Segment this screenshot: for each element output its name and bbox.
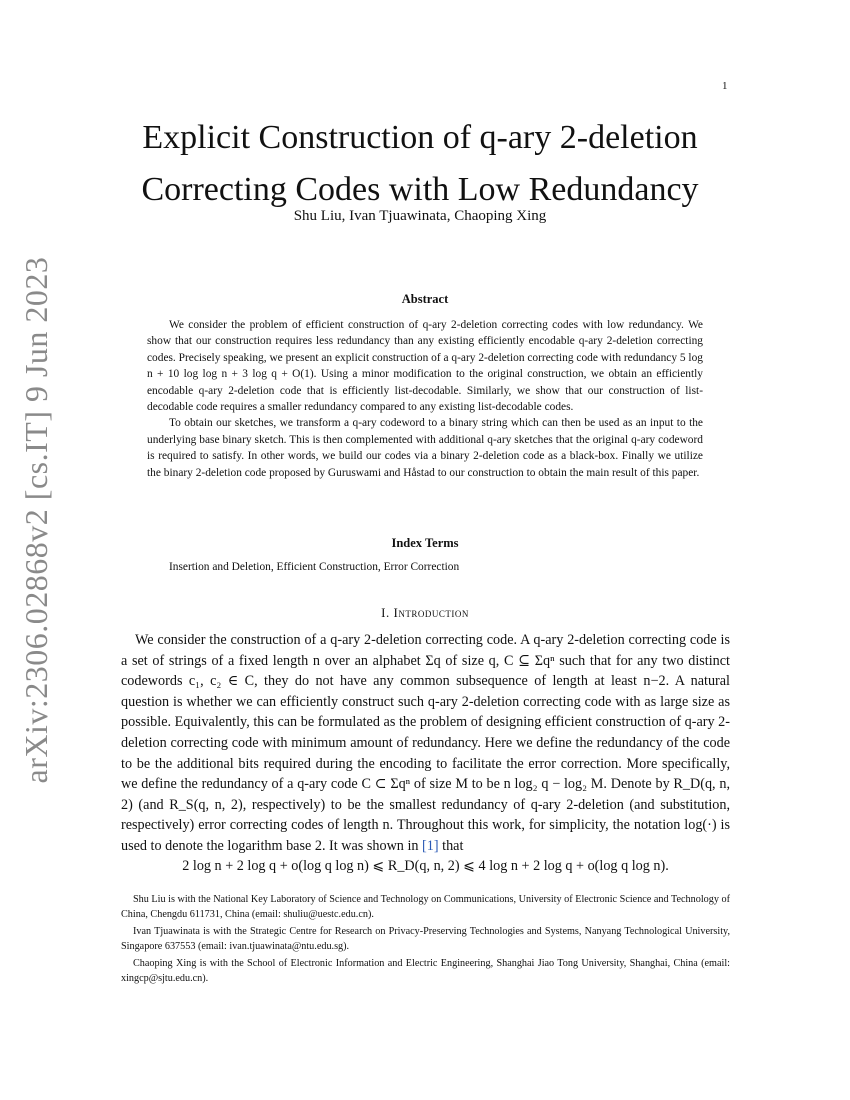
arxiv-stamp: arXiv:2306.02868v2 [cs.IT] 9 Jun 2023 [18, 256, 54, 784]
abstract-paragraph-2: To obtain our sketches, we transform a q-ary codeword to a binary string which can then be used as an input to the underlying base binary sketch. This is then complemented with additional q-ary sketches that the original q-ary codeword is required to satisfy. In other words, we build our codes via a binary 2-deletion code as a black-box. Finally we utilize the binary 2-deletion code proposed by Guruswami and Håstad to our construction to obtain the main result of this paper. [147, 417, 703, 479]
display-equation: 2 log n + 2 log q + o(log q log n) ⩽ R_D(q, n, 2) ⩽ 4 log n + 2 log q + o(log q log n). [182, 858, 669, 874]
introduction-paragraph [121, 630, 730, 857]
introduction-text: We consider the construction of a q-ary 2-deletion correcting code. A q-ary 2-deletion correcting code is a set of strings of a fixed length n over an alphabet Σq of size q, C ⊆ Σqⁿ such that for any two distinct codewords c₁, c₂ ∈ C, they do not have any common subsequence of length at least n−2. A natural question is whether we can efficiently construct such q-ary 2-deletion correcting code with as large size as possible. Equivalently, this can be formulated as the problem of designing efficient construction of q-ary 2-deletion correcting code with minimum amount of redundancy. Here we define the redundancy of the code to be the additional bits required during the encoding to facilitate the error correction. More specifically, we define the redundancy of a q-ary code C ⊂ Σqⁿ of size M to be n log₂ q − log₂ M. Denote by R_D(q, n, 2) (and R_S(q, n, 2), respectively) to be the smallest redundancy of q-ary 2-deletion (and substitution, respectively) error correcting codes of length n. Throughout this work, for simplicity, the notation log(·) is used to denote the logarithm base 2. It was shown in [121, 632, 730, 854]
footnote-1: Shu Liu is with the National Key Laboratory of Science and Technology on Communications, University of Electronic Science and Technology of China, Chengdu 611731, China (email: shuliu@uestc.edu.cn). [121, 894, 730, 920]
abstract-paragraph-1: We consider the problem of efficient construction of q-ary 2-deletion correcting codes with low redundancy. We show that our construction requires less redundancy than any existing efficiently encodable q-ary 2-deletion correcting codes. Precisely speaking, we present an explicit construction of a q-ary 2-deletion correcting code with redundancy 5 log n + 10 log log n + 3 log q + O(1). Using a minor modification to the original construction, we obtain an efficiently encodable q-ary 2-deletion code that is efficiently list-decodable. Similarly, we show that our construction of list-decodable code requires a smaller redundancy compared to any existing list-decodable codes. [147, 319, 703, 414]
footnote-3: Chaoping Xing is with the School of Electronic Information and Electric Engineering, Shanghai Jiao Tong University, Shanghai, China (email: xingcp@sjtu.edu.cn). [121, 958, 730, 984]
index-terms-text: Insertion and Deletion, Efficient Construction, Error Correction [169, 561, 460, 573]
page-number: 1 [722, 80, 728, 92]
introduction-body [121, 630, 730, 857]
paper-title [110, 112, 730, 216]
title-line-1: Explicit Construction of q-ary 2-deletion [142, 119, 698, 156]
footnote-2: Ivan Tjuawinata is with the Strategic Centre for Research on Privacy-Preserving Technologies and Systems, Nanyang Technological University, Singapore 637553 (email: ivan.tjuawinata@ntu.edu.sg). [121, 926, 730, 952]
section-heading-introduction: I. Introduction [381, 605, 469, 620]
abstract-body [147, 317, 703, 481]
introduction-text-end: that [438, 837, 464, 854]
index-terms-heading: Index Terms [391, 536, 459, 550]
footnotes [121, 893, 730, 989]
abstract-heading: Abstract [401, 292, 449, 306]
author-list: Shu Liu, Ivan Tjuawinata, Chaoping Xing [293, 208, 547, 224]
citation-link[interactable]: [1] [422, 837, 439, 854]
title-line-2: Correcting Codes with Low Redundancy [141, 171, 699, 208]
